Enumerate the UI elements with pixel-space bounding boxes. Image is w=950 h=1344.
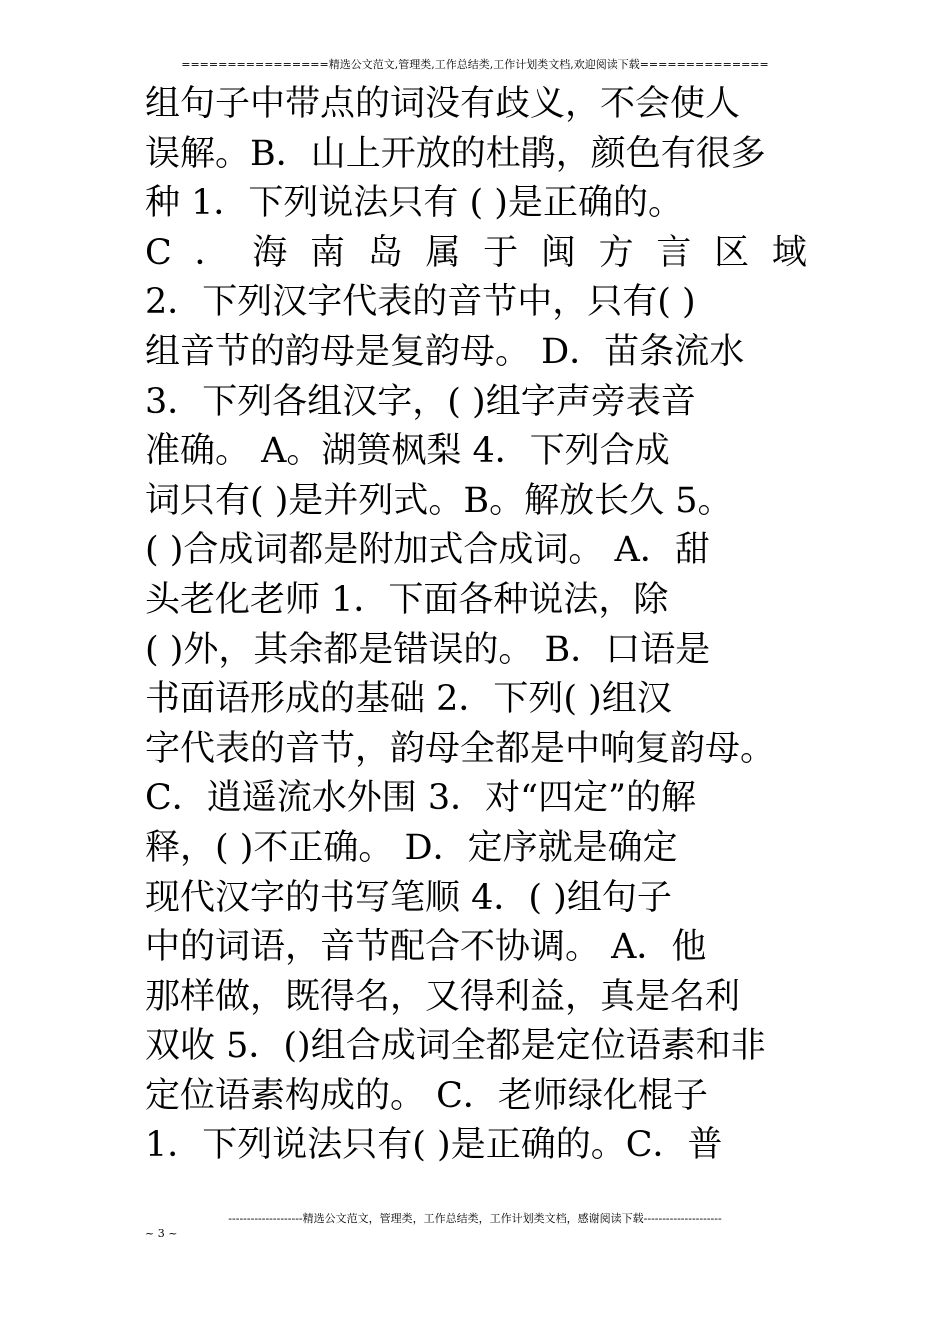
text-line: 2．下列汉字代表的音节中，只有( ) (145, 282, 696, 323)
page-header: ================精选公文范文,管理类,工作总结类,工作计划类文档,欢迎阅读下载============== (181, 58, 769, 71)
text-line: ( )合成词都是附加式合成词。 A．甜 (145, 530, 710, 571)
text-line: 字代表的音节，韵母全都是中响复韵母。 (145, 728, 776, 769)
text-line: 组音节的韵母是复韵母。 D．苗条流水 (145, 331, 745, 372)
text-line: 头老化老师 1．下面各种说法，除 (145, 579, 669, 620)
text-line: C．逍遥流水外围 3．对“四定”的解 (145, 778, 696, 819)
justified-glyph: 南 (309, 232, 345, 273)
justified-glyph: 域 (771, 232, 807, 273)
text-line: 定位语素构成的。 C．老师绿化棍子 (145, 1075, 708, 1116)
text-line: 3．下列各组汉字，( )组字声旁表音 (145, 381, 696, 422)
document-body (145, 80, 807, 1171)
justified-glyph: 岛 (367, 232, 403, 273)
text-line-justified (145, 229, 807, 279)
text-line: 1．下列说法只有( )是正确的。C．普 (145, 1125, 723, 1166)
text-line: 现代汉字的书写笔顺 4．( )组句子 (145, 877, 672, 918)
text-line: 书面语形成的基础 2．下列( )组汉 (145, 679, 672, 720)
justified-glyph: 海 (252, 232, 288, 273)
text-line: ( )外，其余都是错误的。 B．口语是 (145, 629, 711, 670)
text-line: 词只有( )是并列式。B。解放长久 5。 (145, 480, 733, 521)
justified-glyph: 方 (598, 232, 634, 273)
justified-glyph: 言 (656, 232, 692, 273)
justified-glyph: 闽 (540, 232, 576, 273)
justified-glyph: ． (194, 232, 230, 273)
text-line: 中的词语，音节配合不协调。 A．他 (145, 927, 707, 968)
page-footer: --------------------精选公文范文，管理类，工作总结类，工作计划类文档，感谢阅读下载--------------------- (228, 1212, 722, 1225)
text-line: 误解。B．山上开放的杜鹃，颜色有很多 (145, 133, 766, 174)
text-line: 组句子中带点的词没有歧义，不会使人 (145, 84, 741, 124)
justified-glyph: 属 (425, 232, 461, 273)
text-line: 双收 5．()组合成词全都是定位语素和非 (145, 1026, 766, 1067)
text-line: 释，( )不正确。 D．定序就是确定 (145, 827, 678, 868)
justified-glyph: 区 (714, 232, 750, 273)
page-number: ~ 3 ~ (145, 1227, 178, 1240)
text-line: 那样做，既得名，又得利益，真是名利 (145, 976, 741, 1017)
justified-glyph: C (145, 232, 172, 273)
text-line: 准确。 A。湖篑枫梨 4．下列合成 (145, 431, 670, 472)
text-line: 种 1．下列说法只有 ( )是正确的。 (145, 183, 683, 224)
justified-glyph: 于 (483, 232, 519, 273)
